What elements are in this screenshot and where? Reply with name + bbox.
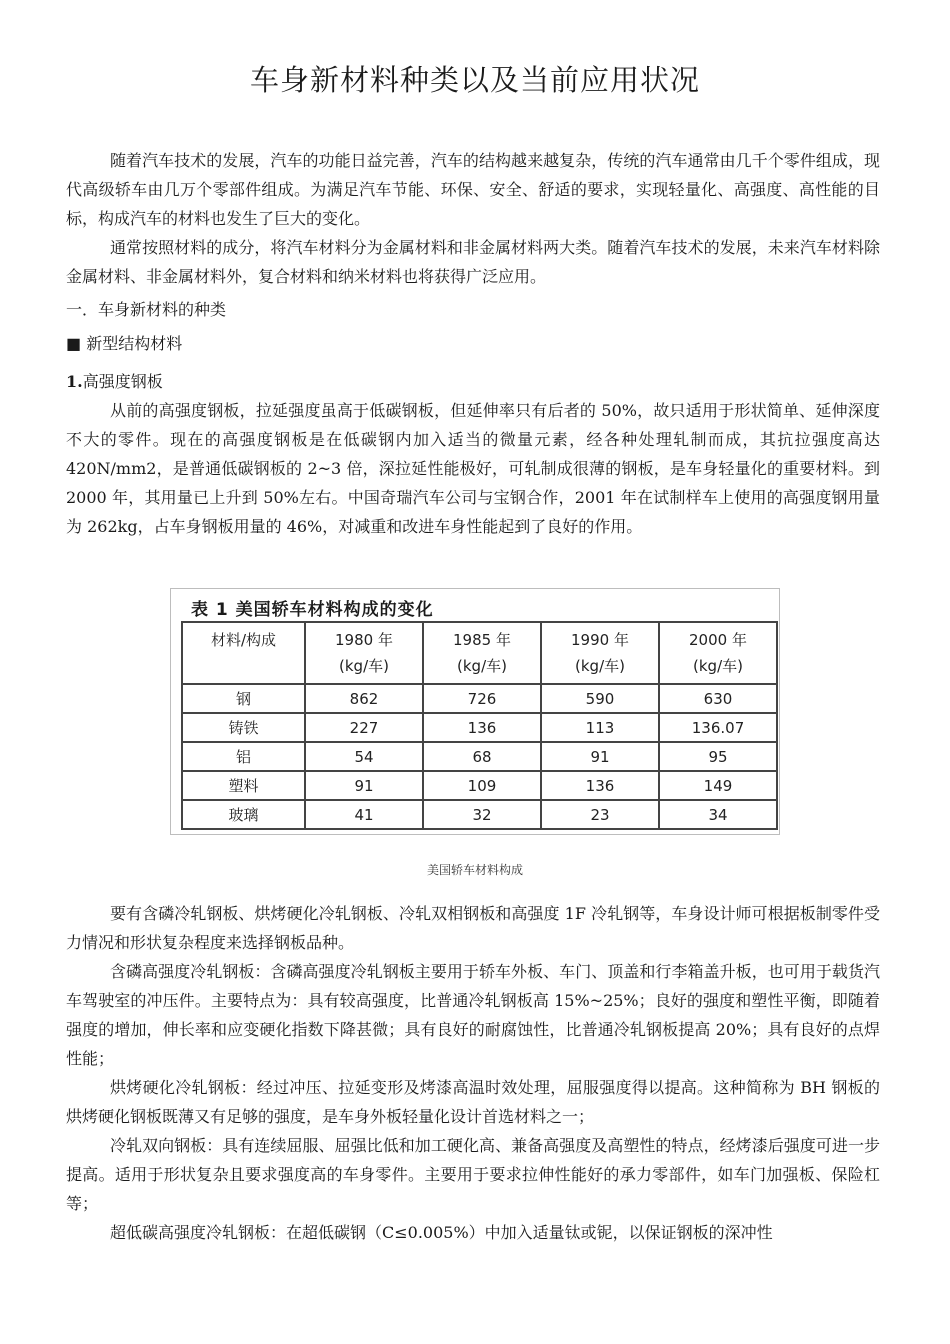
table-cell: 113 xyxy=(541,713,659,742)
steel-types-paragraph: 要有含磷冷轧钢板、烘烤硬化冷轧钢板、冷轧双相钢板和高强度 1F 冷轧钢等，车身设计师可根据板制零件受力情况和形状复杂程度来选择钢板品种。 xyxy=(66,904,880,952)
section-heading: 一．车身新材料的种类 xyxy=(66,300,227,319)
table-cell: 136 xyxy=(423,713,541,742)
table-header-cell: 1985 年 (kg/车) xyxy=(423,622,541,684)
table-cell: 34 xyxy=(659,800,777,829)
table-cell: 590 xyxy=(541,684,659,713)
table-header-cell: 1980 年 (kg/车) xyxy=(305,622,423,684)
dual-phase-steel-paragraph: 冷轧双向钢板：具有连续屈服、屈强比低和加工硬化高、兼备高强度及高塑性的特点，经烤漆后强度可进一步提高。适用于形状复杂且要求强度高的车身零件。主要用于要求拉伸性能好的承力零部件，如车门加强板、保险杠等； xyxy=(66,1136,880,1213)
table-cell: 136.07 xyxy=(659,713,777,742)
table-cell: 铸铁 xyxy=(182,713,305,742)
table-cell: 862 xyxy=(305,684,423,713)
high-strength-steel-paragraph: 从前的高强度钢板，拉延强度虽高于低碳钢板，但延伸率只有后者的 50%，故只适用于形状简单、延伸深度不大的零件。现在的高强度钢板是在低碳钢内加入适当的微量元素，经各种处理轧制而成，其抗拉强度高达 420N/mm2，是普通低碳钢板的 2~3 倍，深拉延性能极好，可轧制成很薄的钢板，是车身轻量化的重要材料。到 2000 年，其用量已上升到 50%左右。中国奇瑞汽车公司与宝钢合作，2001 年在试制样车上使用的高强度钢用量为 262kg，占车身钢板用量的 46%，对减重和改进车身性能起到了良好的作用。 xyxy=(66,401,880,536)
table-caption: 美国轿车材料构成 xyxy=(426,863,523,877)
subsection-heading: ■ 新型结构材料 xyxy=(66,334,183,353)
table-cell: 23 xyxy=(541,800,659,829)
table-cell: 41 xyxy=(305,800,423,829)
table-cell: 91 xyxy=(305,771,423,800)
table-cell: 726 xyxy=(423,684,541,713)
table-row xyxy=(182,771,777,800)
table-cell: 铝 xyxy=(182,742,305,771)
table-row xyxy=(182,800,777,829)
table-row xyxy=(182,713,777,742)
table-cell: 玻璃 xyxy=(182,800,305,829)
intro-paragraph-2: 通常按照材料的成分，将汽车材料分为金属材料和非金属材料两大类。随着汽车技术的发展，未来汽车材料除金属材料、非金属材料外，复合材料和纳米材料也将获得广泛应用。 xyxy=(66,238,880,286)
table-header-row xyxy=(182,622,777,684)
item-heading xyxy=(66,367,163,396)
table-cell: 68 xyxy=(423,742,541,771)
table-cell: 149 xyxy=(659,771,777,800)
item-label: 高强度钢板 xyxy=(82,372,163,391)
table-row xyxy=(182,684,777,713)
table-cell: 钢 xyxy=(182,684,305,713)
table-cell: 54 xyxy=(305,742,423,771)
table-cell: 136 xyxy=(541,771,659,800)
intro-paragraph-1: 随着汽车技术的发展，汽车的功能日益完善，汽车的结构越来越复杂，传统的汽车通常由几千个零件组成，现代高级轿车由几万个零部件组成。为满足汽车节能、环保、安全、舒适的要求，实现轻量化、高强度、高性能的目标，构成汽车的材料也发生了巨大的变化。 xyxy=(66,151,880,228)
table-cell: 91 xyxy=(541,742,659,771)
table-cell: 109 xyxy=(423,771,541,800)
table-cell: 32 xyxy=(423,800,541,829)
table-cell: 227 xyxy=(305,713,423,742)
table-cell: 塑料 xyxy=(182,771,305,800)
table-header-cell: 2000 年 (kg/车) xyxy=(659,622,777,684)
table-header-cell: 材料/构成 xyxy=(182,622,305,684)
item-number: 1. xyxy=(66,372,83,391)
table-header-cell: 1990 年 (kg/车) xyxy=(541,622,659,684)
phosphorus-steel-paragraph: 含磷高强度冷轧钢板：含磷高强度冷轧钢板主要用于轿车外板、车门、顶盖和行李箱盖升板，也可用于载货汽车驾驶室的冲压件。主要特点为：具有较高强度，比普通冷轧钢板高 15%~25%；良好的强度和塑性平衡，即随着强度的增加，伸长率和应变硬化指数下降甚微；具有良好的耐腐蚀性，比普通冷轧钢板提高 20%；具有良好的点焊性能； xyxy=(66,962,880,1068)
table-title: 表 1 美国轿车材料构成的变化 xyxy=(191,600,434,620)
table-cell: 630 xyxy=(659,684,777,713)
ultra-low-carbon-steel-paragraph: 超低碳高强度冷轧钢板：在超低碳钢（C≤0.005%）中加入适量钛或铌，以保证钢板的深冲性 xyxy=(110,1223,773,1242)
material-table xyxy=(181,621,778,830)
bake-hardening-steel-paragraph: 烘烤硬化冷轧钢板：经过冲压、拉延变形及烤漆高温时效处理，屈服强度得以提高。这种简称为 BH 钢板的烘烤硬化钢板既薄又有足够的强度，是车身外板轻量化设计首选材料之一； xyxy=(66,1078,880,1126)
material-table-figure xyxy=(170,588,780,835)
page-title: 车身新材料种类以及当前应用状况 xyxy=(249,63,700,97)
table-row xyxy=(182,742,777,771)
table-cell: 95 xyxy=(659,742,777,771)
